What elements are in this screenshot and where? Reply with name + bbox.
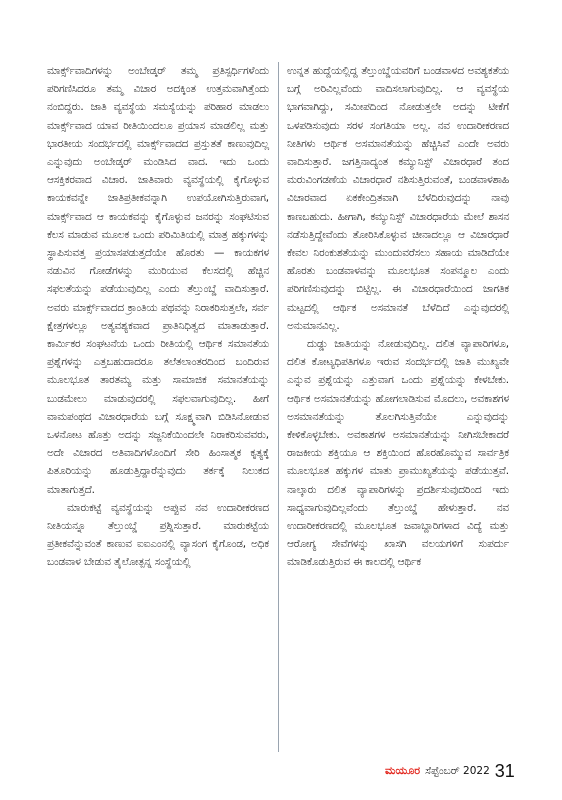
left-paragraph-2: ಮಾರುಕಟ್ಟೆ ವ್ಯವಸ್ಥೆಯನ್ನು ಅಪ್ಪುವ ನವ ಉದಾರೀಕರಣದ ನೀತಿಯನ್ನೂ ತೆಲ್ತುಂಬ್ಡೆ ಪ್ರಶ್ನಿಸುತ್ತಾರೆ. ಮಾರುಕಟ್ಟೆಯ ಪ್ರತೀಕವೆನ್ನುವಂತೆ ಕಾಣುವ ಐಐಎಂನಲ್ಲಿ ವ್ಯಾಸಂಗ ಕೈಗೊಂಡ, ಅಧಿಕ ಬಂಡವಾಳ ಬೇಡುವ ತೈಲೋತ್ಪನ್ನ ಸಂಸ್ಥೆಯಲ್ಲಿ — [47, 501, 269, 569]
column-divider — [278, 62, 279, 752]
magazine-name: ಮಯೂರ — [385, 764, 421, 777]
page-footer — [385, 761, 525, 781]
left-paragraph-1: ಮಾರ್ಕ್ಸ್‌ವಾದಿಗಳನ್ನು ಅಂಬೇಡ್ಕರ್ ತಮ್ಮ ಪ್ರತಿಸ್ಪರ್ಧಿಗಳೆಂದು ಪರಿಗಣಿಸಿದರೂ ತಮ್ಮ ವಿಚಾರ ಅದಕ್ಕಿಂತ ಉತ್ತಮವಾಗಿತ್ತೆಂದು ನಂಬಿದ್ದರು. ಜಾತಿ ವ್ಯವಸ್ಥೆಯ ಸಮಸ್ಯೆಯನ್ನು ಪರಿಹಾರ ಮಾಡಲು ಮಾರ್ಕ್ಸ್‌ವಾದ ಯಾವ ರೀತಿಯಿಂದಲೂ ಪ್ರಯಾಸ ಮಾಡಲಿಲ್ಲ ಮತ್ತು ಭಾರತೀಯ ಸಂದರ್ಭದಲ್ಲಿ ಮಾರ್ಕ್ಸ್‌ವಾದದ ಪ್ರಸ್ತುತತೆ ಕಾಣುವುದಿಲ್ಲ ಎನ್ನುವುದು ಅಂಬೇಡ್ಕರ್ ಮಂಡಿಸಿದ ವಾದ. ಇದು ಒಂದು ಆಸಕ್ತಿಕರವಾದ ವಿಚಾರ. ಜಾತಿವಾರು ವ್ಯವಸ್ಥೆಯಲ್ಲಿ ಕೈಗೊಳ್ಳುವ ಕಾಯಕವನ್ನೇ ಜಾತಿಪ್ರತೀಕವನ್ನಾಗಿ ಉಪಯೋಗಿಸುತ್ತಿರುವಾಗ, ಮಾರ್ಕ್ಸ್‌ವಾದ ಆ ಕಾಯಕವನ್ನು ಕೈಗೊಳ್ಳುವ ಜನರನ್ನು ಸಂಘಟಿಸುವ ಕೆಲಸ ಮಾಡುವ ಮೂಲಕ ಒಂದು ಪರಿಮಿತಿಯಲ್ಲಿ ಮಾತ್ರ ಹಕ್ಕುಗಳನ್ನು ಸ್ಥಾಪಿಸುವತ್ತ ಪ್ರಯಾಸಪಡುತ್ತದೆಯೇ ಹೊರತು — ಕಾಯಕಗಳ ನಡುವಿನ ಗೋಡೆಗಳನ್ನು ಮುರಿಯುವ ಕೆಲಸದಲ್ಲಿ ಹೆಚ್ಚಿನ ಸಫಲತೆಯನ್ನು ಪಡೆಯುವುದಿಲ್ಲ ಎಂದು ತೆಲ್ತುಂಬ್ಡೆ ವಾದಿಸುತ್ತಾರೆ. ಅವರು ಮಾರ್ಕ್ಸ್‌ವಾದದ ಕ್ರಾಂತಿಯ ಪಥವನ್ನು ನಿರಾಕರಿಸುತ್ತಲೇ, ಸರ್ವ ಕ್ಷೇತ್ರಗಳಲ್ಲೂ ಅತ್ಯವಶ್ಯಕವಾದ ಪ್ರಾತಿನಿಧಿತ್ವದ ಮಾತಾಡುತ್ತಾರೆ. ಕಾರ್ಮಿಕರ ಸಂಘಟನೆಯ ಒಂದು ರೀತಿಯಲ್ಲಿ ಆರ್ಥಿಕ ಸಮಾನತೆಯ ಪ್ರಶ್ನೆಗಳನ್ನು ಎತ್ತಬಹುದಾದರೂ ತಲೆತಲಾಂತರದಿಂದ ಬಂದಿರುವ ಮೂಲಭೂತ ತಾರತಮ್ಯ ಮತ್ತು ಸಾಮಾಜಿಕ ಸಮಾನತೆಯನ್ನು ಬುಡಮೇಲು ಮಾಡುವುದರಲ್ಲಿ ಸಫಲವಾಗುವುದಿಲ್ಲ. ಹೀಗೆ ವಾಮಪಂಥದ ವಿಚಾರಧಾರೆಯ ಬಗ್ಗೆ ಸೂಕ್ಷ್ಮವಾಗಿ ಬಿಡಿಸಿನೋಡುವ ಒಳನೋಟ ಹೊತ್ತು ಅದನ್ನು ಸಜ್ಜನಿಕೆಯಿಂದಲೇ ನಿರಾಕರಿಸುವವರು, ಅದೇ ವಿಚಾರದ ಅತಿವಾದಿಗಳೊಂದಿಗೆ ಸೇರಿ ಹಿಂಸಾತ್ಮಕ ಕೃತ್ಯಕ್ಕೆ ಪಿತೂರಿಯನ್ನು ಹೂಡುತ್ತಿದ್ದಾರೆನ್ನುವುದು ತರ್ಕಕ್ಕೆ ನಿಲುಕದ ಮಾತಾಗುತ್ತದೆ. — [47, 65, 269, 496]
left-column — [47, 62, 269, 572]
right-paragraph-1: ಉನ್ನತ ಹುದ್ದೆಯಲ್ಲಿದ್ದ ತೆಲ್ತುಂಬ್ಡೆಯವರಿಗೆ ಬಂಡವಾಳದ ಅವಶ್ಯಕತೆಯ ಬಗ್ಗೆ ಅರಿವಿಲ್ಲವೆಂದು ವಾದಿಸಲಾಗುವುದಿಲ್ಲ. ಆ ವ್ಯವಸ್ಥೆಯ ಭಾಗವಾಗಿದ್ದು, ಸಮೀಪದಿಂದ ನೋಡುತ್ತಲೇ ಅದನ್ನು ಟೀಕೆಗೆ ಒಳಪಡಿಸುವುದು ಸರಳ ಸಂಗತಿಯಾ ಅಲ್ಲ. ನವ ಉದಾರೀಕರಣದ ನೀತಿಗಳು ಆರ್ಥಿಕ ಅಸಮಾನತೆಯನ್ನು ಹೆಚ್ಚಿಸಿವೆ ಎಂದೇ ಅವರು ವಾದಿಸುತ್ತಾರೆ. ಜಗತ್ತಿನಾದ್ಯಂತ ಕಮ್ಯುನಿಸ್ಟ್ ವಿಚಾರಧಾರೆ ತಂದ ಮರುವಿಂಗಡಣೆಯ ವಿಚಾರಧಾರೆ ನಶಿಸುತ್ತಿರುವಂತೆ, ಬಂಡವಾಳಶಾಹಿ ವಿಚಾರವಾದ ಏಕಕೇಂದ್ರಿತವಾಗಿ ಬೆಳೆದಿರುವುದನ್ನು ನಾವು ಕಾಣಬಹುದು. ಹೀಗಾಗಿ, ಕಮ್ಯುನಿಸ್ಟ್ ವಿಚಾರಧಾರೆಯ ಮೇಲೆ ಶಾಸನ ನಡೆಸುತ್ತಿದ್ದೇವೆಂದು ತೋರಿಸಿಕೊಳ್ಳುವ ಚೀನಾದಲ್ಲೂ ಆ ವಿಚಾರಧಾರೆ ಕೇವಲ ನಿರಂಕುಶತೆಯನ್ನು ಮುಂದುವರೆಸಲು ಸಹಾಯ ಮಾಡಿದೆಯೇ ಹೊರತು ಬಂಡವಾಳವನ್ನು ಮೂಲಭೂತ ಸಂಪನ್ಮೂಲ ಎಂದು ಪರಿಗಣಿಸುವುದನ್ನು ಬಿಟ್ಟಿಲ್ಲ. ಈ ವಿಚಾರಧಾರೆಯಿಂದ ಜಾಗತಿಕ ಮಟ್ಟದಲ್ಲಿ ಆರ್ಥಿಕ ಅಸಮಾನತೆ ಬೆಳೆದಿದೆ ಎನ್ನುವುದರಲ್ಲಿ ಅನುಮಾನವಿಲ್ಲ. — [287, 65, 509, 332]
page-number: 31 — [494, 760, 515, 781]
right-paragraph-2: ದುಡ್ಡು ಜಾತಿಯನ್ನು ನೋಡುವುದಿಲ್ಲ. ದಲಿತ ವ್ಯಾಪಾರಿಗಳೂ, ದಲಿತ ಕೋಟ್ಯಧಿಪತಿಗಳೂ ಇರುವ ಸಂದರ್ಭದಲ್ಲಿ ಜಾತಿ ಮುಖ್ಯವೇ ಎನ್ನುವ ಪ್ರಶ್ನೆಯನ್ನು ಎತ್ತುವಾಗ ಒಂದು ಪ್ರಶ್ನೆಯನ್ನು ಕೇಳಬೇಕು. ಆರ್ಥಿಕ ಅಸಮಾನತೆಯನ್ನು ಹೋಗಲಾಡಿಸುವ ಮೊದಲು, ಅವಕಾಶಗಳ ಅಸಮಾನತೆಯನ್ನು ತೊಲಗಿಸುತ್ತಿವೆಯೇ ಎನ್ನುವುದನ್ನು ಕೇಳಿಕೊಳ್ಳಬೇಕು. ಅವಕಾಶಗಳ ಅಸಮಾನತೆಯನ್ನು ನೀಗಿಸಬೇಕಾದರೆ ರಾಜಕೀಯ ಶಕ್ತಿಯೂ ಆ ಶಕ್ತಿಯಿಂದ ಹೊರಹೊಮ್ಮುವ ಸಾರ್ವತ್ರಿಕ ಮೂಲಭೂತ ಹಕ್ಕುಗಳ ಮಾತು ಪ್ರಾಮುಖ್ಯತೆಯನ್ನು ಪಡೆಯುತ್ತವೆ. ನಾಲ್ಕಾರು ದಲಿತ ವ್ಯಾಪಾರಿಗಳನ್ನು ಪ್ರದರ್ಶಿಸುವುದರಿಂದ ಇದು ಸಾಧ್ಯವಾಗುವುದಿಲ್ಲವೆಂದು ತೆಲ್ತುಂಬ್ಡೆ ಹೇಳುತ್ತಾರೆ. ನವ ಉದಾರೀಕರಣದಲ್ಲಿ ಮೂಲಭೂತ ಜವಾಬ್ದಾರಿಗಳಾದ ವಿದ್ಯೆ ಮತ್ತು ಆರೋಗ್ಯ ಸೇವೆಗಳನ್ನು ಖಾಸಗಿ ವಲಯಗಳಿಗೆ ಸುಪರ್ದು ಮಾಡಿಕೊಡುತ್ತಿರುವ ಈ ಕಾಲದಲ್ಲಿ ಆರ್ಥಿಕ — [287, 338, 509, 569]
right-column — [287, 62, 509, 572]
issue-date: ಸೆಪ್ಟೆಂಬರ್ 2022 — [425, 764, 490, 777]
